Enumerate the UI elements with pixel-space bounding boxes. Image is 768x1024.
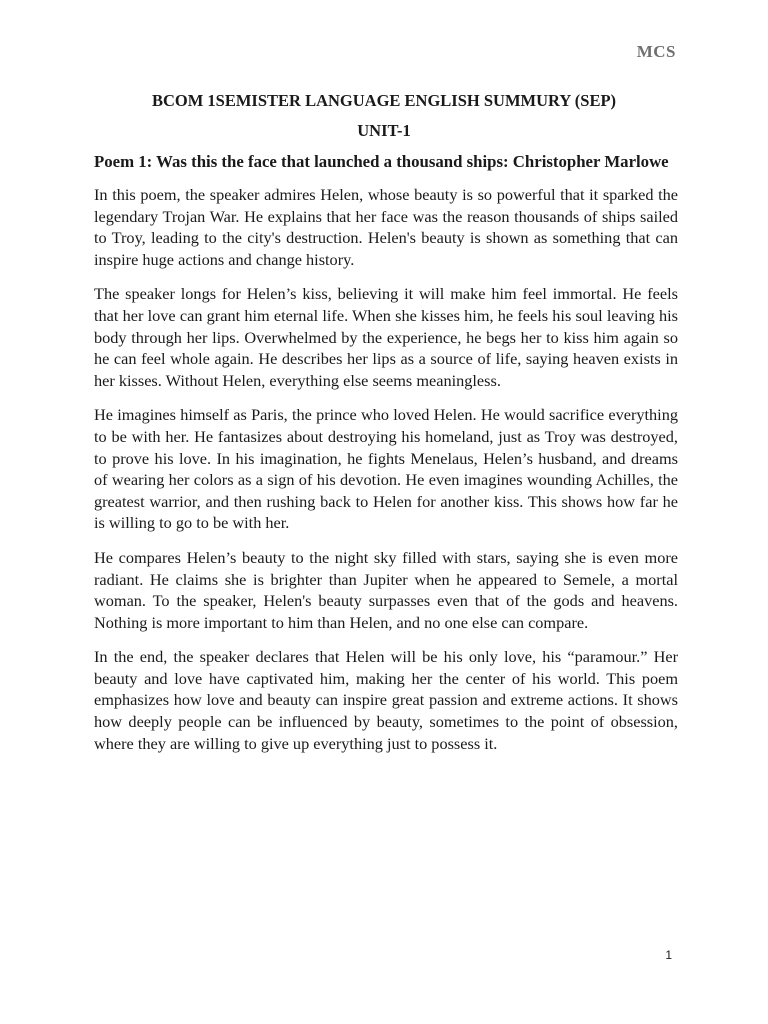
paragraph-1: In this poem, the speaker admires Helen, whose beauty is so powerful that it sparked the legendary Trojan War. He explains that her face was the reason thousands of ships sailed to Troy, leading to the city's destruction. Helen's beauty is shown as something that can inspire huge actions and change history. bbox=[94, 185, 678, 269]
unit-title: UNIT-1 bbox=[357, 121, 411, 140]
poem-heading: Poem 1: Was this the face that launched a thousand ships: Christopher Marlowe bbox=[94, 152, 669, 171]
paragraph-2: The speaker longs for Helen’s kiss, believing it will make him feel immortal. He feels that her love can grant him eternal life. When she kisses him, he feels his soul leaving his body through her lips. Overwhelmed by the experience, he begs her to kiss him again so he can feel whole again. He describes her lips as a source of life, saying heaven exists in her kisses. Without Helen, everything else seems meaningless. bbox=[94, 284, 678, 390]
paragraph-4: He compares Helen’s beauty to the night sky filled with stars, saying she is even more radiant. He claims she is brighter than Jupiter when he appeared to Semele, a mortal woman. To the speaker, Helen's beauty surpasses even that of the gods and heavens. Nothing is more important to him than Helen, and no one else can compare. bbox=[94, 547, 678, 632]
page-number: 1 bbox=[665, 948, 672, 962]
paragraph-5: In the end, the speaker declares that Helen will be his only love, his “paramour.” Her beauty and love have captivated him, making her the center of his world. This poem emphasizes how love and beauty can inspire great passion and extreme actions. It shows how deeply people can be influenced by beauty, sometimes to the point of obsession, where they are willing to give up everything just to possess it. bbox=[94, 647, 678, 753]
paragraph-3: He imagines himself as Paris, the prince who loved Helen. He would sacrifice everything to be with her. He fantasizes about destroying his homeland, just as Troy was destroyed, to prove his love. In his imagination, he fights Menelaus, Helen’s husband, and dreams of wearing her colors as a sign of his devotion. He even imagines wounding Achilles, the greatest warrior, and then rushing back to Helen for another kiss. This shows how far he is willing to go to be with her. bbox=[94, 405, 678, 533]
header-mark: MCS bbox=[636, 42, 676, 61]
document-title: BCOM 1SEMISTER LANGUAGE ENGLISH SUMMURY (SEP) bbox=[151, 91, 617, 110]
document-body bbox=[94, 151, 678, 767]
